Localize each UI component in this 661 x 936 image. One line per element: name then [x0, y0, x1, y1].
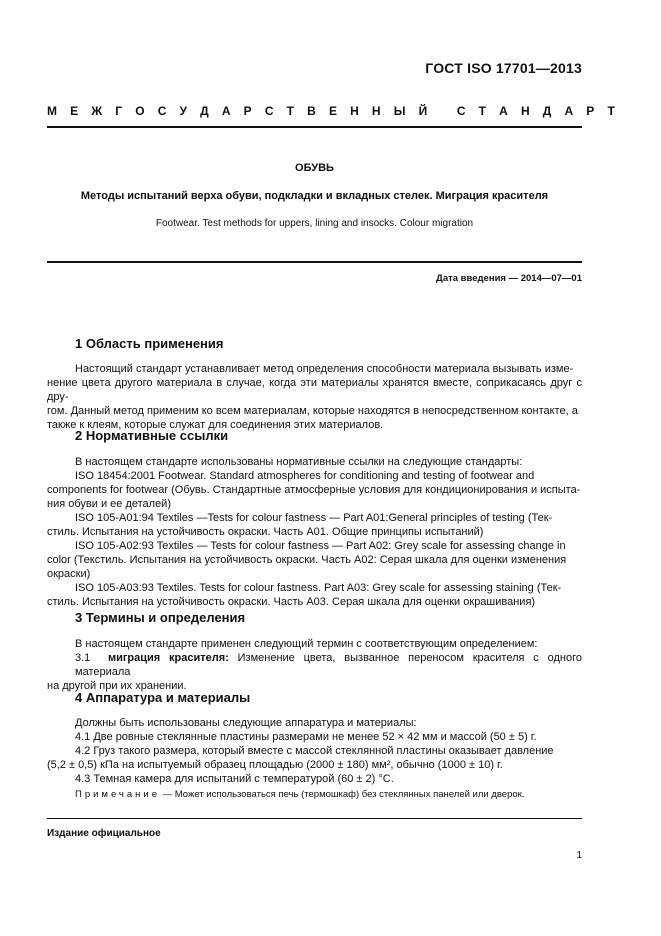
text-line: окраски) — [47, 568, 91, 580]
term-definition-text: Изменение цвета, вызванное переносом красителя с одного материала — [75, 652, 582, 678]
heading-letter: Н — [520, 104, 530, 118]
word-gap — [440, 104, 443, 118]
note — [75, 789, 524, 800]
text-line: Должны быть использованы следующие аппаратура и материалы: — [75, 717, 417, 729]
heading-letter: А — [564, 104, 574, 118]
item-4-2: 4.2 Груз такого размера, который вместе с массой стеклянной пластины оказывает давление — [75, 745, 554, 757]
heading-letter: Д — [542, 104, 552, 118]
heading-letter: О — [135, 104, 145, 118]
heading-letter: Й — [418, 104, 428, 118]
term-number: 3.1 — [75, 652, 91, 664]
section-3-text — [47, 637, 582, 693]
heading-letter: М — [47, 104, 57, 118]
standard-code: ГОСТ ISO 17701—2013 — [425, 60, 582, 76]
heading-letter: С — [456, 104, 466, 118]
section-1-heading: 1 Область применения — [75, 336, 224, 351]
heading-letter: А — [221, 104, 231, 118]
document-subtitle: Методы испытаний верха обуви, подкладки и вкладных стелек. Миграция красителя — [80, 190, 549, 202]
term-name: миграция красителя: — [107, 652, 229, 664]
text-line: color (Текстиль. Испытания на устойчивость окраски. Часть А02: Серая шкала для оценки изменения — [47, 554, 567, 566]
heading-letter: Ж — [91, 104, 103, 118]
heading-letter: Г — [115, 104, 123, 118]
heading-letter: Д — [200, 104, 209, 118]
heading-letter: А — [499, 104, 508, 118]
heading-letter: У — [179, 104, 188, 118]
text-line: стиль. Испытания на устойчивость окраски. Часть А01. Общие принципы испытаний) — [47, 526, 484, 538]
heading-letter: Р — [243, 104, 252, 118]
footer-rule — [47, 818, 582, 819]
text-line: на другой при их хранении. — [47, 680, 187, 692]
official-edition-label: Издание официальное — [47, 828, 161, 839]
heading-letter: С — [157, 104, 167, 118]
heading-letter: Т — [607, 104, 615, 118]
reference-iso-105-a03: ISO 105-A03:93 Textiles. Tests for colour fastness. Part A03: Grey scale for assessing staining (Тек- — [75, 582, 562, 594]
section-2-text — [47, 455, 582, 609]
text-line: Настоящий стандарт устанавливает метод определения способности материала вызывать изме- — [75, 363, 574, 375]
title-rule — [47, 261, 582, 263]
note-text: — Может использоваться печь (термошкаф) без стеклянных панелей или дверок. — [160, 789, 525, 800]
heading-letter: Т — [478, 104, 487, 118]
heading-letter: Н — [371, 104, 381, 118]
heading-letter: Р — [586, 104, 595, 118]
introduction-date: Дата введения — 2014—07—01 — [436, 273, 582, 284]
section-3-heading: 3 Термины и определения — [75, 610, 246, 625]
heading-letter: Е — [70, 104, 79, 118]
text-line: нение цвета другого материала в случае, когда эти материалы хранятся вместе, соприкасаясь друг с дру- — [47, 377, 582, 403]
heading-letter: Т — [286, 104, 294, 118]
page-number: 1 — [576, 850, 582, 861]
document-english-title: Footwear. Test methods for uppers, lining and insocks. Colour migration — [155, 218, 474, 229]
text-line: (5,2 ± 0,5) кПа на испытуемый образец площадью (2000 ± 180) мм², обычно (1000 ± 10) г. — [47, 759, 503, 771]
section-1-text — [47, 362, 582, 432]
interstate-standard-heading — [47, 104, 615, 118]
text-line: В настоящем стандарте использованы нормативные ссылки на следующие стандарты: — [75, 456, 523, 468]
heading-letter: Н — [350, 104, 359, 118]
text-line: гом. Данный метод применим ко всем материалам, которые находятся в непосредственном контакте, а — [47, 405, 578, 417]
reference-iso-105-a01: ISO 105-A01:94 Textiles —Tests for colour fastness — Part A01:General principles of testing (Тек- — [75, 512, 553, 524]
reference-iso-18454: ISO 18454:2001 Footwear. Standard atmospheres for conditioning and testing of footwear and — [75, 470, 535, 482]
text-line: В настоящем стандарте применен следующий термин с соответствующим определением: — [75, 638, 538, 650]
heading-letter: Е — [328, 104, 337, 118]
note-label: Примечание — [75, 789, 160, 800]
section-2-heading: 2 Нормативные ссылки — [75, 428, 229, 443]
section-4-text — [47, 716, 582, 786]
text-line: стиль. Испытания на устойчивость окраски. Часть А03. Серая шкала для оценки окрашивания) — [47, 596, 536, 608]
header-rule — [47, 126, 582, 128]
heading-letter: Ы — [393, 104, 406, 118]
reference-iso-105-a02: ISO 105-A02:93 Textiles — Tests for colour fastness — Part A02: Grey scale for assessing change in — [75, 540, 566, 552]
document-title: ОБУВЬ — [295, 162, 334, 174]
section-4-heading: 4 Аппаратура и материалы — [75, 690, 251, 705]
term-definition — [47, 651, 582, 679]
text-line: components for footwear (Обувь. Стандартные атмосферные условия для кондиционирования и испыта- — [47, 484, 581, 496]
text-line: также к клеям, которые служат для соединения этих материалов. — [47, 419, 384, 431]
item-4-1: 4.1 Две ровные стеклянные пластины размерами не менее 52 × 42 мм и массой (50 ± 5) г. — [75, 731, 537, 743]
heading-letter: С — [264, 104, 274, 118]
heading-letter: В — [307, 104, 316, 118]
item-4-3: 4.3 Темная камера для испытаний с температурой (60 ± 2) °С. — [75, 773, 394, 785]
text-line: ния обуви и ее деталей) — [47, 498, 171, 510]
